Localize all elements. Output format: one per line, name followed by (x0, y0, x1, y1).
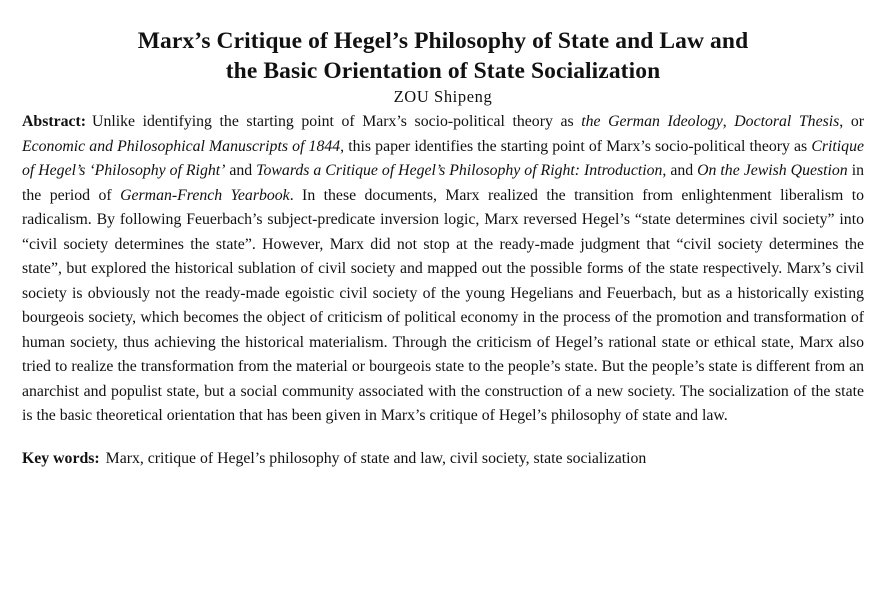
abstract-text-segment: Unlike identifying the starting point of Marx’s socio-political theory as (92, 113, 582, 130)
keywords-label: Key words: (22, 449, 100, 467)
title-line-2: the Basic Orientation of State Socialization (225, 58, 661, 84)
abstract-text-segment: , (722, 113, 735, 130)
abstract-text-segment: , this paper identifies the starting point of Marx’s socio-political theory as (340, 137, 812, 155)
abstract-label: Abstract: (22, 113, 87, 130)
title-line-1: Marx’s Critique of Hegel’s Philosophy of State and Law and (137, 28, 749, 54)
keywords-paragraph (22, 447, 864, 471)
abstract-text-segment: in the period of (22, 162, 864, 204)
paper-page (22, 26, 864, 486)
paper-title (22, 26, 864, 86)
abstract-italic-title: Economic and Philosophical Manuscripts of 1844 (22, 137, 341, 155)
abstract-body (22, 113, 864, 424)
keywords-text: Marx, critique of Hegel’s philosophy of state and law, civil society, state socialization (105, 449, 647, 467)
abstract-text-segment: . In these documents, Marx realized the transition from enlightenment liberalism to radicalism. By following Feuerbach’s subject-predicate inversion logic, Marx reversed Hegel’s “state determines civil society” into “civil society determines the state”. However, Marx did not stop at the ready-made judgment that “civil society determines the state”, but explored the historical sublation of civil society and mapped out the possible forms of the state respectively. Marx’s civil society is obviously not the ready-made egoistic civil society of the young Hegelians and Feuerbach, but as a historically existing bourgeois society, which becomes the object of criticism of political economy in the process of the promotion and transformation of human society, thus achieving the historical materialism. Through the criticism of Hegel’s rational state or ethical state, Marx also tried to realize the transformation from the material or bourgeois state to the people’s state. But the people’s state is different from an anarchist and populist state, but a social community associated with the construction of a new society. The socialization of the state is the basic theoretical orientation that has been given in Marx’s critique of Hegel’s philosophy of state and law. (22, 186, 864, 424)
abstract-text-segment: , and (662, 162, 698, 179)
abstract-italic-title: the German Ideology (581, 113, 723, 130)
abstract-text-segment: and (225, 162, 257, 179)
abstract-paragraph (22, 110, 864, 429)
abstract-italic-title: Critique of Hegel’s ‘Philosophy of Right’ (22, 137, 864, 179)
abstract-text-segment: , or (839, 113, 864, 130)
abstract-italic-title: Towards a Critique of Hegel’s Philosophy of Right: Introduction (256, 162, 663, 179)
abstract-italic-title: Doctoral Thesis (734, 113, 840, 130)
author-name: ZOU Shipeng (393, 87, 493, 106)
abstract-italic-title: On the Jewish Question (697, 162, 848, 179)
abstract-italic-title: German-French Yearbook (120, 186, 290, 204)
